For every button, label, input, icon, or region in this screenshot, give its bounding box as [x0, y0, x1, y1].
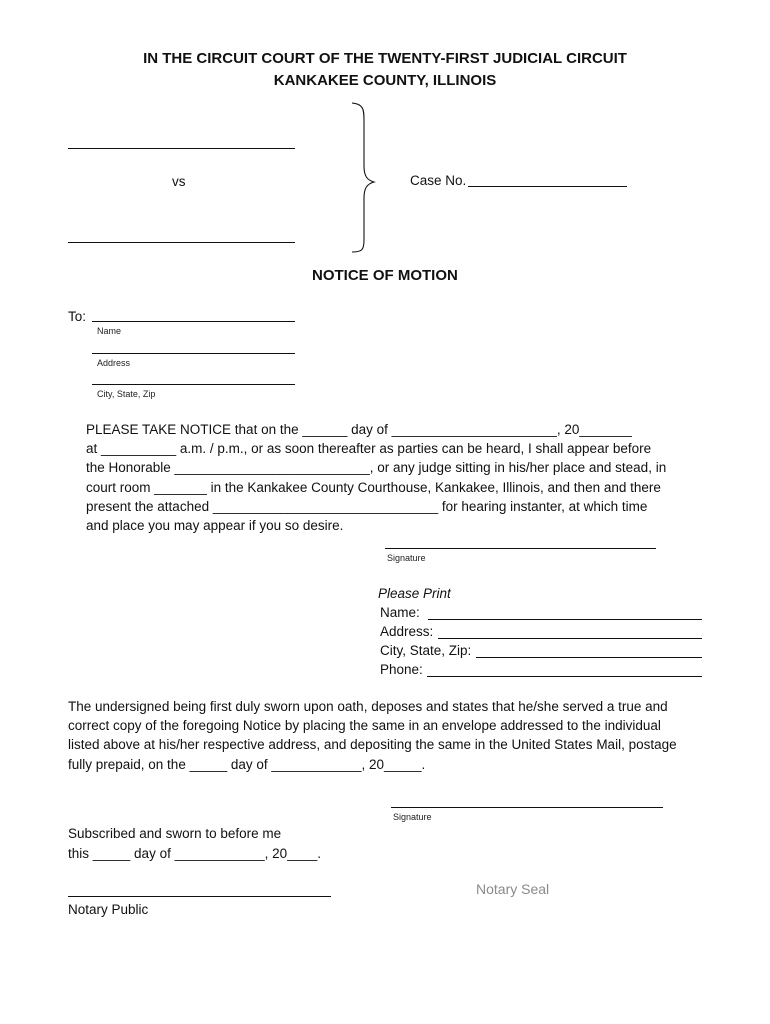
affidavit-line: fully prepaid, on the _____ day of ____________, 20_____.	[68, 756, 426, 772]
notary-signature-line[interactable]	[68, 896, 331, 897]
notice-line: court room _______ in the Kankakee County Courthouse, Kankakee, Illinois, and then and there	[86, 479, 661, 495]
address-caption: Address	[97, 358, 131, 368]
print-name-line[interactable]	[428, 619, 702, 620]
print-city-label: City, State, Zip:	[380, 643, 472, 658]
city-caption: City, State, Zip	[97, 389, 156, 399]
to-city-line[interactable]	[92, 384, 295, 385]
defendant-line[interactable]	[68, 242, 295, 243]
affidavit-signature-caption: Signature	[393, 812, 432, 822]
print-city-line[interactable]	[476, 657, 702, 658]
notary-public-label: Notary Public	[68, 902, 149, 917]
notice-line: and place you may appear if you so desire.	[86, 518, 344, 534]
signature-caption: Signature	[387, 553, 426, 563]
case-no-line[interactable]	[468, 186, 627, 187]
print-address-label: Address:	[380, 624, 434, 639]
please-print-heading: Please Print	[378, 586, 451, 601]
affidavit-line: listed above at his/her respective address, and depositing the same in the United States Mail, postage	[68, 737, 677, 753]
affidavit-line: correct copy of the foregoing Notice by placing the same in an envelope addressed to the individual	[68, 718, 661, 734]
document-title: NOTICE OF MOTION	[312, 267, 458, 284]
notice-line: the Honorable __________________________, or any judge sitting in his/her place and stead, in	[86, 460, 667, 476]
print-address-line[interactable]	[438, 638, 702, 639]
to-label: To:	[68, 309, 87, 324]
caption-brace	[340, 100, 380, 255]
notary-seal-label: Notary Seal	[476, 881, 550, 897]
subscribed-line-1: Subscribed and sworn to before me	[68, 826, 282, 841]
subscribed-line-2: this _____ day of ____________, 20____.	[68, 846, 321, 861]
notice-line: present the attached ______________________________ for hearing instanter, at which time	[86, 498, 648, 514]
name-caption: Name	[97, 326, 122, 336]
print-phone-label: Phone:	[380, 662, 423, 677]
court-heading: IN THE CIRCUIT COURT OF THE TWENTY-FIRST JUDICIAL CIRCUIT	[143, 50, 627, 67]
case-no-label: Case No.	[410, 173, 467, 188]
print-name-label: Name:	[380, 605, 420, 620]
notice-line: PLEASE TAKE NOTICE that on the ______ day of ______________________, 20_______	[86, 422, 632, 437]
county-heading: KANKAKEE COUNTY, ILLINOIS	[273, 72, 497, 89]
notice-line: at __________ a.m. / p.m., or as soon thereafter as parties can be heard, I shall appear before	[86, 441, 652, 457]
notice-paragraph	[86, 420, 666, 535]
vs-label: vs	[172, 174, 186, 189]
affidavit-line: The undersigned being first duly sworn upon oath, deposes and states that he/she served a true and	[68, 699, 668, 714]
print-phone-line[interactable]	[427, 676, 702, 677]
affidavit-paragraph	[68, 697, 677, 774]
signature-line[interactable]	[385, 548, 656, 549]
plaintiff-line[interactable]	[68, 148, 295, 149]
to-address-line[interactable]	[92, 353, 295, 354]
to-name-line[interactable]	[92, 321, 295, 322]
affidavit-signature-line[interactable]	[391, 807, 663, 808]
